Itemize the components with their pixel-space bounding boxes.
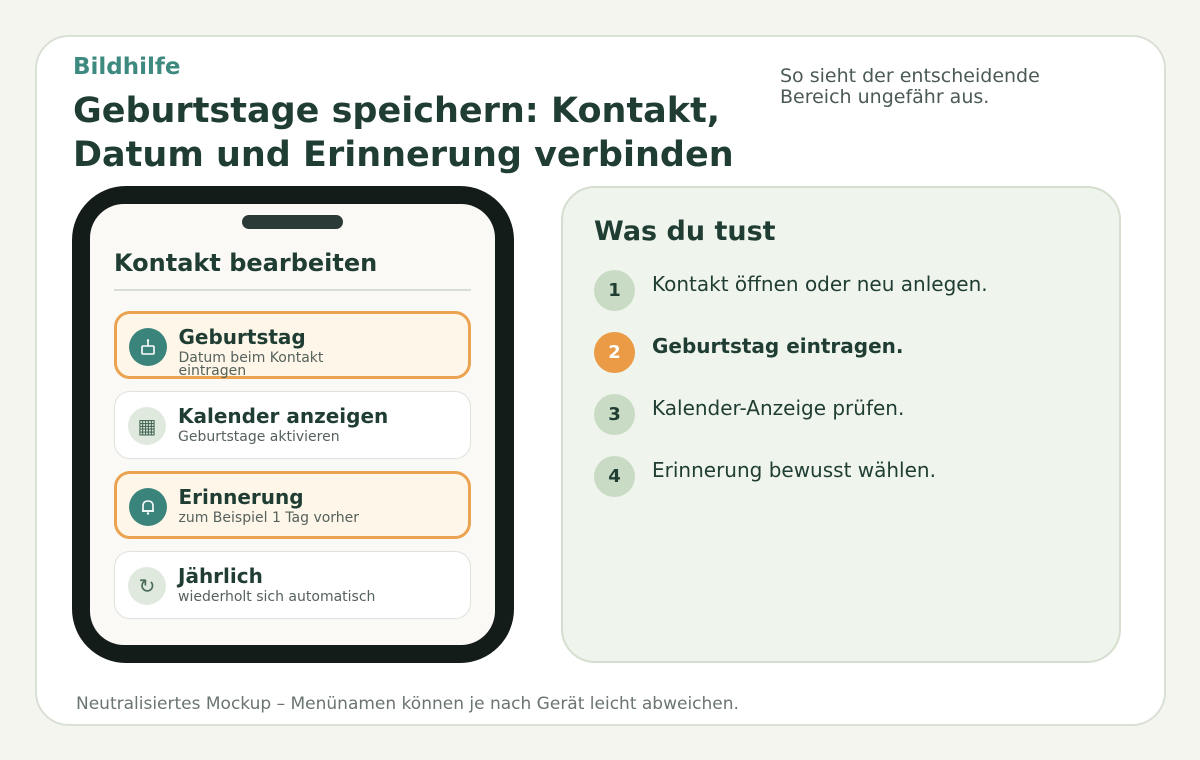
row-calendar[interactable] bbox=[114, 391, 471, 459]
step-number-active: 2 bbox=[594, 332, 635, 373]
row-sub: Datum beim Kontakt eintragen bbox=[178, 349, 324, 379]
screen-title: Kontakt bearbeiten bbox=[114, 249, 378, 277]
row-label: Erinnerung bbox=[178, 484, 304, 509]
bell-icon bbox=[129, 488, 167, 526]
step-text: Kontakt öffnen oder neu anlegen. bbox=[652, 272, 988, 296]
phone-notch bbox=[242, 215, 343, 229]
steps-panel bbox=[561, 186, 1121, 663]
step-number: 3 bbox=[594, 394, 635, 435]
row-label: Geburtstag bbox=[178, 324, 306, 349]
step-text: Erinnerung bewusst wählen. bbox=[652, 458, 936, 482]
step-text: Kalender-Anzeige prüfen. bbox=[652, 396, 905, 420]
calendar-icon: ▦ bbox=[128, 407, 166, 445]
screen-divider bbox=[114, 289, 471, 291]
step-number: 4 bbox=[594, 456, 635, 497]
step-number: 1 bbox=[594, 270, 635, 311]
page-title: Geburtstage speichern: Kontakt, Datum und Erinnerung verbinden bbox=[73, 91, 734, 175]
row-sub: zum Beispiel 1 Tag vorher bbox=[178, 509, 360, 526]
row-label: Jährlich bbox=[178, 564, 263, 588]
row-birthday[interactable] bbox=[114, 311, 471, 379]
repeat-icon: ↻ bbox=[128, 567, 166, 605]
kicker-label: Bildhilfe bbox=[73, 54, 181, 80]
row-sub: wiederholt sich automatisch bbox=[178, 589, 376, 605]
row-label: Kalender anzeigen bbox=[178, 404, 389, 428]
row-reminder[interactable] bbox=[114, 471, 471, 539]
step-text-active: Geburtstag eintragen. bbox=[652, 334, 904, 358]
row-sub: Geburtstage aktivieren bbox=[178, 429, 340, 445]
steps-title: Was du tust bbox=[594, 216, 776, 247]
hint-note: So sieht der entscheidende Bereich ungefähr aus. bbox=[780, 65, 1040, 108]
cake-icon bbox=[129, 328, 167, 366]
footer-note: Neutralisiertes Mockup – Menünamen können je nach Gerät leicht abweichen. bbox=[76, 694, 739, 714]
row-yearly[interactable] bbox=[114, 551, 471, 619]
